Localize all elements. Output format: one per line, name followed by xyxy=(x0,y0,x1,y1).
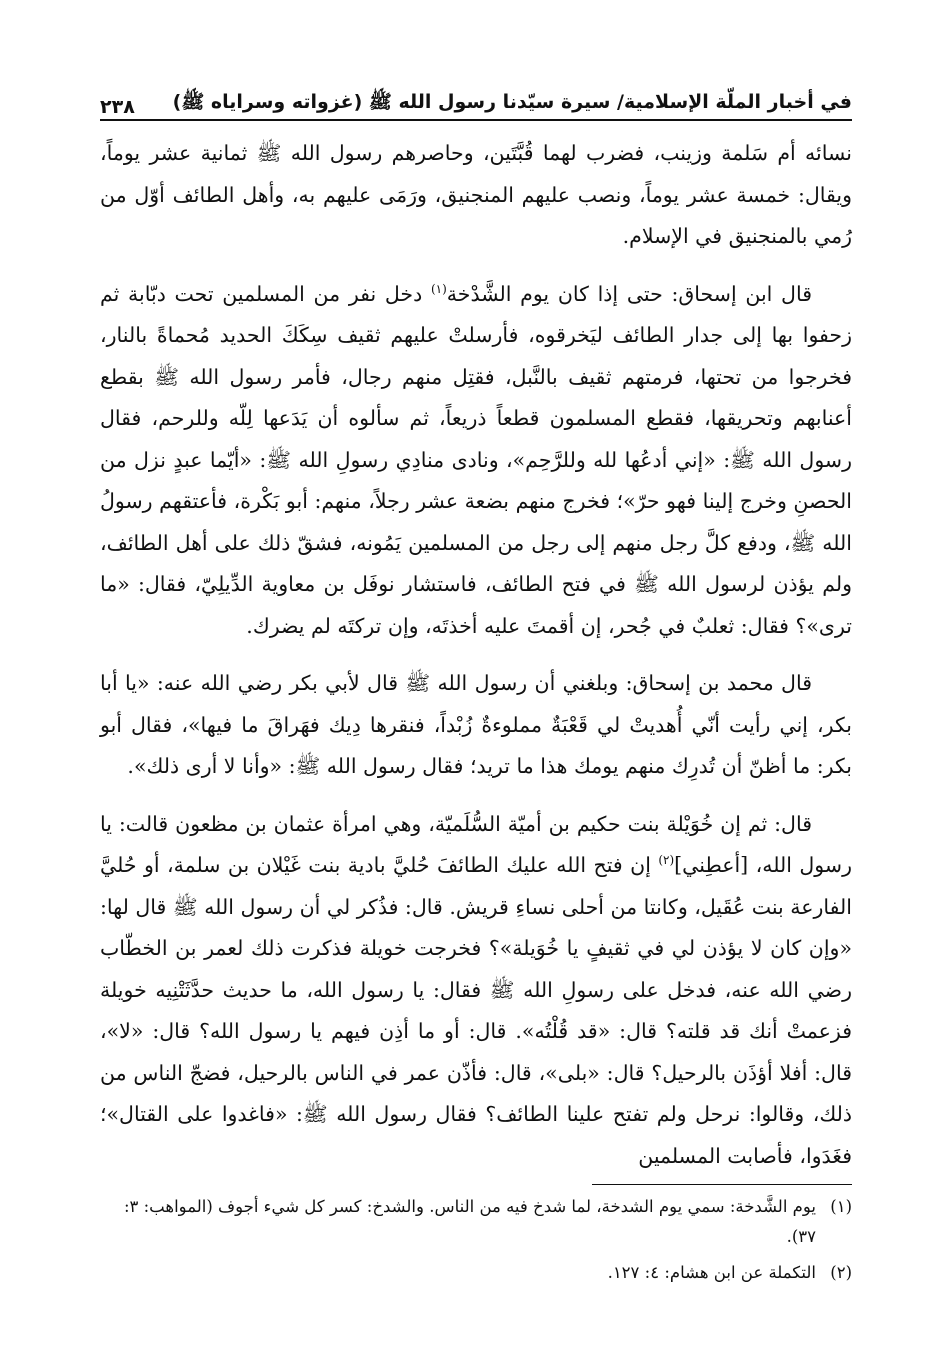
footnote-1-number: (١) xyxy=(830,1197,852,1216)
page-number: ٢٣٨ xyxy=(100,96,135,118)
footnote-ref-2[interactable]: (٢) xyxy=(658,853,675,868)
paragraph-4 xyxy=(100,804,852,1178)
main-text xyxy=(100,133,852,1193)
header-rule xyxy=(100,119,852,121)
running-header xyxy=(100,78,852,118)
paragraph-2 xyxy=(100,274,852,648)
paragraph-1: نسائه أم سَلمة وزينب، فضرب لهما قُبَّتَين، وحاصرهم رسول الله ﷺ ثمانية عشر يوماً، ويقال: خمسة عشر يوماً، ونصب عليهم المنجنيق، ورَمَى عليهم به، وأهل الطائف أوّل من رُمي بالمنجنيق في الإسلام. xyxy=(100,141,852,248)
paragraph-2-text-a: قال ابن إسحاق: حتى إذا كان يوم الشَّدْخة xyxy=(446,281,812,306)
paragraph-3: قال محمد بن إسحاق: وبلغني أن رسول الله ﷺ قال لأبي بكر رضي الله عنه: «يا أبا بكر، إني رأيت أنّي أُهديتْ لي قَعْبَةٌ مملوءةٌ زُبْداً، فنقرها دِيك فهَراقَ ما فيها»، فقال أبو بكر: ما أظنّ أن تُدرِك منهم يومك هذا ما تريد؛ فقال رسول الله ﷺ: «وأنا لا أرى ذلك». xyxy=(100,671,852,778)
paragraph-2-text-b: دخل نفر من المسلمين تحت دبّابة ثم زحفوا بها إلى جدار الطائف ليَخرقوه، فأرسلتْ عليهم ثقيف سِكَكَ الحديد مُحماةً بالنار، فخرجوا من تحتها، فرمتهم ثقيف بالنَّبل، فقتِل منهم رجال، فأمر رسول الله ﷺ بقطع أعنابهم وتحريقها، فقطع المسلمون قطعاً ذريعاً، ثم سألوه أن يَدَعها لِلّه وللرحم، فقال رسول الله ﷺ: «إني أدعُها لله وللرَّحِم»، ونادى منادِي رسولِ الله ﷺ: «أيّما عبدٍ نزل من الحصنِ وخرج إلينا فهو حرّ»؛ فخرج منهم بضعة عشر رجلاً، منهم: أبو بَكْرة، فأعتقهم رسولُ الله ﷺ، ودفع كلَّ رجل منهم إلى رجل من المسلمين يَمُونه، فشقّ ذلك على أهل الطائف، ولم يؤذن لرسول الله ﷺ في فتح الطائف، فاستشار نوفَل بن معاوية الدِّيلِيّ، فقال: «ما ترى»؟ فقال: ثعلبٌ في جُحر، إن أقمتَ عليه أخذتَه، وإن تركتَه لم يضرك. xyxy=(100,281,852,638)
footnotes xyxy=(100,1192,852,1294)
running-title: في أخبار الملّة الإسلامية/ سيرة سيّدنا رسول الله ﷺ (غزواته وسراياه ﷺ) xyxy=(172,91,852,113)
footnote-2 xyxy=(100,1258,852,1288)
paragraph-4-text-a: قال: ثم إن خُوَيْلة بنت حكيم بن أميّة السُّلَميّة، وهي امرأة عثمان بن مظعون قالت: يا رسول الله، [أعطِني] xyxy=(100,811,852,877)
footnote-2-text: التكملة عن ابن هشام: ٤: ١٢٧. xyxy=(607,1263,816,1282)
paragraph-4-text-b: إن فتح الله عليك الطائفَ حُليَّ بادية بنت غَيْلان بن سلمة، أو حُليَّ الفارعة بنت عُقَيل، وكانتا من أحلى نساءِ قريش. قال: فذُكر لي أن رسول الله ﷺ قال لها: «وإن كان لا يؤذن لي في ثقيفٍ يا خُوَيلة»؟ فخرجت خويلة فذكرت ذلك لعمر بن الخطّاب رضي الله عنه، فدخل على رسولِ الله ﷺ فقال: يا رسول الله، ما حديث حدَّثَتْنِيه خويلة فزعمتْ أنك قد قلته؟ قال: «قد قُلْتُه». قال: أو ما أذِن فيهم يا رسول الله؟ قال: «لا»، قال: أفلا أؤذَن بالرحيل؟ قال: «بلى»، قال: فأذّن عمر في الناس بالرحيل، فضجّ الناس من ذلك، وقالوا: نرحل ولم تفتح علينا الطائف؟ فقال رسول الله ﷺ: «فاغدوا على القتال»؛ فغَدَوا، فأصابت المسلمين xyxy=(100,853,852,1168)
footnote-rule xyxy=(592,1184,852,1185)
footnote-ref-1[interactable]: (١) xyxy=(430,281,447,296)
footnote-2-number: (٢) xyxy=(830,1263,852,1282)
footnote-1-text: يوم الشَّدخة: سمي يوم الشدخة، لما شدخ فيه من الناس. والشدخ: كسر كل شيء أجوف (المواهب: ٣: ٣٧). xyxy=(123,1197,816,1246)
footnote-1 xyxy=(100,1192,852,1252)
